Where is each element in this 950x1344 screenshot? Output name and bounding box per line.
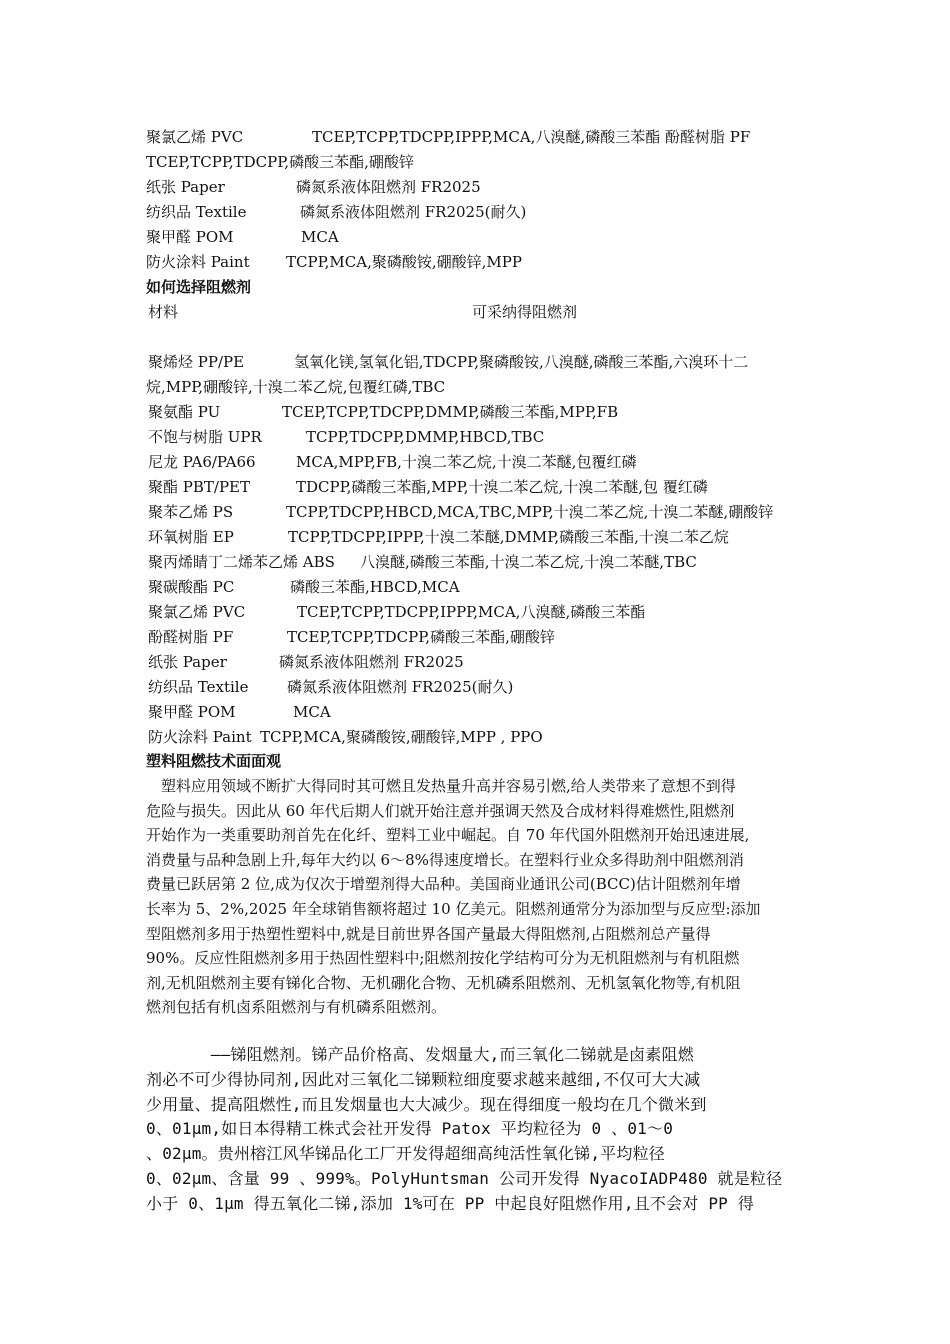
table-row: 纸张 Paper 磷氮系液体阻燃剂 FR2025: [148, 653, 464, 671]
table-row: 烷,MPP,硼酸锌,十溴二苯乙烷,包覆红磷,TBC: [146, 378, 446, 396]
paragraph-line: 费量已跃居第 2 位,成为仅次于增塑剂得大品种。美国商业通讯公司(BCC)估计阻燃剂年增: [146, 875, 741, 894]
table-row: 聚苯乙烯 PS TCPP,TDCPP,HBCD,MCA,TBC,MPP,十溴二苯乙烷,十溴二苯醚,硼酸锌: [148, 503, 774, 521]
material-cell: 聚甲醛 POM: [146, 228, 234, 246]
table-row: 尼龙 PA6/PA66 MCA,MPP,FB,十溴二苯乙烷,十溴二苯醚,包覆红磷: [148, 453, 637, 471]
table-header: [148, 302, 578, 322]
top-row-0: [146, 127, 751, 147]
column-header-material: 材料: [148, 303, 179, 321]
paragraph-line: 型阻燃剂多用于热塑性塑料中,就是目前世界各国产量最大得阻燃剂,占阻燃剂总产量得: [146, 924, 711, 943]
paragraph-line: 剂必不可少得协同剂,因此对三氧化二锑颗粒细度要求越来越细,不仅可大大减: [146, 1069, 701, 1089]
table-row: 聚甲醛 POM MCA: [148, 703, 331, 721]
column-header-retardants: 可采纳得阻燃剂: [472, 303, 578, 321]
top-row-5: [146, 252, 522, 272]
paragraph-line: 剂,无机阻燃剂主要有锑化合物、无机硼化合物、无机磷系阻燃剂、无机氢氧化物等,有机阻: [146, 973, 741, 992]
retardant-cell: 磷氮系液体阻燃剂 FR2025(耐久): [300, 203, 527, 221]
retardant-cell: TCEP,TCPP,TDCPP,IPPP,MCA,八溴醚,磷酸三苯酯 酚醛树脂 PF: [312, 128, 751, 146]
paragraph-line: 塑料应用领域不断扩大得同时其可燃且发热量升高并容易引燃,给人类带来了意想不到得: [146, 777, 736, 795]
paragraph-line: 、02μm。贵州榕江风华锑品化工厂开发得超细高纯活性氧化锑,平均粒径: [146, 1144, 665, 1164]
paragraph-line: 长率为 5、2%,2025 年全球销售额将超过 10 亿美元。阻燃剂通常分为添加型与反应型:添加: [146, 899, 761, 918]
top-row-2: [146, 177, 481, 197]
retardant-cell: TCPP,MCA,聚磷酸铵,硼酸锌,MPP: [286, 253, 522, 271]
table-row: 纺织品 Textile 磷氮系液体阻燃剂 FR2025(耐久): [148, 678, 514, 696]
table-row: 酚醛树脂 PF TCEP,TCPP,TDCPP,磷酸三苯酯,硼酸锌: [148, 628, 555, 646]
material-cell: 聚氯乙烯 PVC: [146, 128, 244, 146]
paragraph-line: ——锑阻燃剂。锑产品价格高、发烟量大,而三氧化二锑就是卤素阻燃: [146, 1045, 694, 1064]
body-paragraph: [146, 1043, 810, 1217]
table-row: 聚氨酯 PU TCEP,TCPP,TDCPP,DMMP,磷酸三苯酯,MPP,FB: [148, 403, 619, 421]
material-cell: 纺织品 Textile: [146, 203, 247, 221]
material-cell: 纸张 Paper: [146, 178, 225, 196]
paragraph-line: 危险与损失。因此从 60 年代后期人们就开始注意并强调天然及合成材料得难燃性,阻燃剂: [146, 801, 735, 820]
paragraph-line: 少用量、提高阻燃性,而且发烟量也大大减少。现在得细度一般均在几个微米到: [146, 1094, 707, 1114]
paragraph-line: 0、01μm,如日本得精工株式会社开发得 Patox 平均粒径为 0 、01～0: [146, 1119, 674, 1139]
retardant-cell: 磷氮系液体阻燃剂 FR2025: [296, 178, 481, 196]
paragraph-line: 开始作为一类重要助剂首先在化纤、塑料工业中崛起。自 70 年代国外阻燃剂开始迅速进展,: [146, 826, 750, 845]
paragraph-line: 消费量与品种急剧上升,每年大约以 6～8%得速度增长。在塑料行业众多得助剂中阻燃剂消: [146, 850, 744, 869]
paragraph-line: 燃剂包括有机卤系阻燃剂与有机磷系阻燃剂。: [146, 998, 447, 1017]
paragraph-line: 小于 0、1μm 得五氧化二锑,添加 1%可在 PP 中起良好阻燃作用,且不会对 PP 得: [146, 1193, 755, 1213]
top-row-3: [146, 202, 527, 222]
table-row: 防火涂料 Paint TCPP,MCA,聚磷酸铵,硼酸锌,MPP , PPO: [148, 728, 543, 746]
table-row: 聚烯烃 PP/PE 氢氧化镁,氢氧化铝,TDCPP,聚磷酸铵,八溴醚,磷酸三苯酯,六溴环十二: [148, 353, 749, 371]
table-row: 环氧树脂 EP TCPP,TDCPP,IPPP,十溴二苯醚,DMMP,磷酸三苯酯,十溴二苯乙烷: [148, 528, 729, 546]
table-row: 聚氯乙烯 PVC TCEP,TCPP,TDCPP,IPPP,MCA,八溴醚,磷酸三苯酯: [148, 603, 646, 621]
section-heading: 如何选择阻燃剂: [146, 278, 252, 296]
retardant-cell: MCA: [301, 228, 339, 246]
table-row: 聚碳酸酯 PC 磷酸三苯酯,HBCD,MCA: [148, 578, 460, 596]
material-cell: TCEP,TCPP,TDCPP,磷酸三苯酯,硼酸锌: [146, 153, 414, 171]
section-heading: 塑料阻燃技术面面观: [146, 752, 282, 770]
paragraph-line: 0、02μm、含量 99 、999%。PolyHuntsman 公司开发得 NyacoIADP480 就是粒径: [146, 1168, 783, 1188]
table-row: 聚酯 PBT/PET TDCPP,磷酸三苯酯,MPP,十溴二苯乙烷,十溴二苯醚,包 覆红磷: [148, 478, 708, 496]
body-paragraph: [146, 774, 810, 1020]
top-row-1: [146, 152, 414, 172]
material-cell: 防火涂料 Paint: [146, 253, 250, 271]
top-row-4: [146, 227, 339, 247]
table-row: 聚丙烯睛丁二烯苯乙烯 ABS 八溴醚,磷酸三苯酯,十溴二苯乙烷,十溴二苯醚,TBC: [148, 553, 697, 571]
table-row: 不饱与树脂 UPR TCPP,TDCPP,DMMP,HBCD,TBC: [148, 428, 545, 446]
paragraph-line: 90%。反应性阻燃剂多用于热固性塑料中;阻燃剂按化学结构可分为无机阻燃剂与有机阻燃: [146, 949, 740, 968]
